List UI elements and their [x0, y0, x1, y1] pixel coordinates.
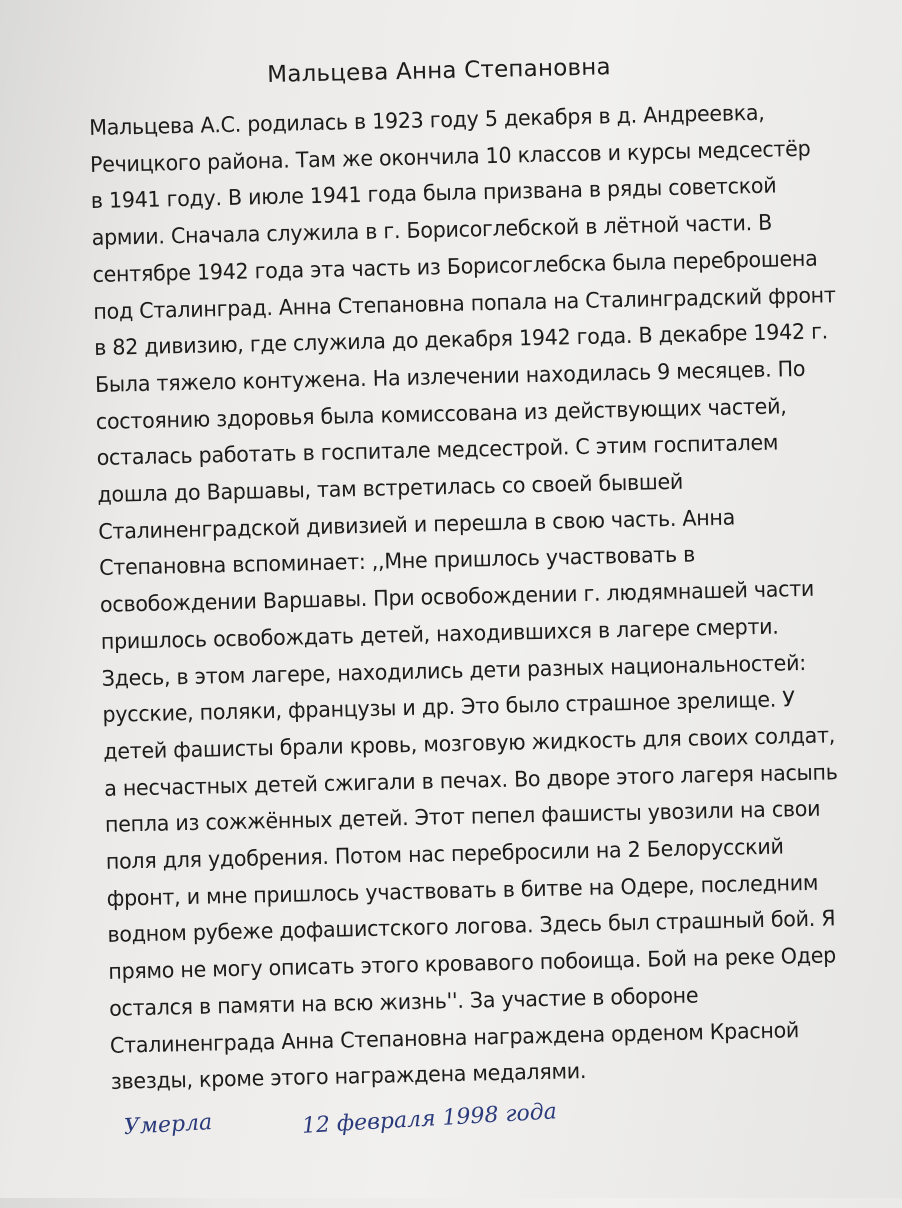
text-line: Здесь, в этом лагере, находились дети разных национальностей: — [101, 650, 807, 692]
text-line: освобождении Варшавы. При освобождении г. людямнашей части — [99, 576, 815, 619]
handwritten-note-died: Умерла — [123, 1110, 213, 1141]
text-line: поля для удобрения. Потом нас перебросили на 2 Белорусский — [105, 834, 784, 875]
text-line: осталась работать в госпитале медсестрой. С этим госпиталем — [96, 430, 779, 472]
text-line: пришлось освобождать детей, находившихся в лагере смерти. — [100, 614, 779, 655]
text-line: Была тяжело контужена. На излечении находилась 9 месяцев. По — [94, 356, 806, 398]
text-line: Мальцева А.С. родилась в 1923 году 5 декабря в д. Андреевка, — [88, 100, 765, 142]
text-line: детей фашисты брали кровь, мозговую жидкость для своих солдат, — [103, 723, 836, 765]
handwritten-note-date: 12 февраля 1998 года — [301, 1099, 558, 1139]
text-line: армии. Сначала служила в г. Борисоглебской в лётной части. В — [91, 210, 773, 252]
text-line: дошла до Варшавы, там встретилась со своей бывшей — [97, 469, 684, 508]
text-line: прямо не могу описать этого кровавого побоища. Бой на реке Одер — [108, 943, 837, 985]
text-line: водном рубеже дофашистского логова. Здесь был страшный бой. Я — [107, 906, 836, 949]
text-line: Речицкого района. Там же окончила 10 классов и курсы медсестёр — [89, 136, 811, 178]
text-line: в 82 дивизию, где служила до декабря 1942 года. В декабре 1942 г. — [93, 319, 829, 362]
text-line: пепла из сожжённых детей. Этот пепел фашисты увозили на свои — [104, 796, 821, 839]
text-line: русские, поляки, французы и др. Это было страшное зрелище. У — [102, 687, 795, 729]
text-line: в 1941 году. В июле 1941 года была призвана в ряды советской — [90, 173, 777, 215]
document-title: Мальцева Анна Степановна — [266, 54, 611, 89]
text-line: Степановна вспоминает: ,,Мне пришлось участвовать в — [98, 542, 696, 582]
text-line: сентябре 1942 года эта часть из Борисоглебска была переброшена — [92, 246, 818, 288]
text-line: фронт, и мне пришлось участвовать в битве на Одере, последним — [106, 870, 819, 912]
text-line: Сталиненграда Анна Степановна награждена орденом Красной — [109, 1017, 800, 1059]
text-line: звезды, кроме этого награждена медалями. — [110, 1059, 587, 1096]
text-line: а несчастных детей сжигали в печах. Во дворе этого лагеря насыпь — [103, 759, 838, 802]
text-line: Сталиненградской дивизией и перешла в свою часть. Анна — [98, 505, 736, 545]
text-line: состоянию здоровья была комиссована из действующих частей, — [95, 393, 787, 435]
text-line: остался в памяти на всю жизнь''. За участие в обороне — [108, 983, 699, 1022]
text-line: под Сталинград. Анна Степановна попала на Сталинградский фронт — [93, 282, 836, 325]
